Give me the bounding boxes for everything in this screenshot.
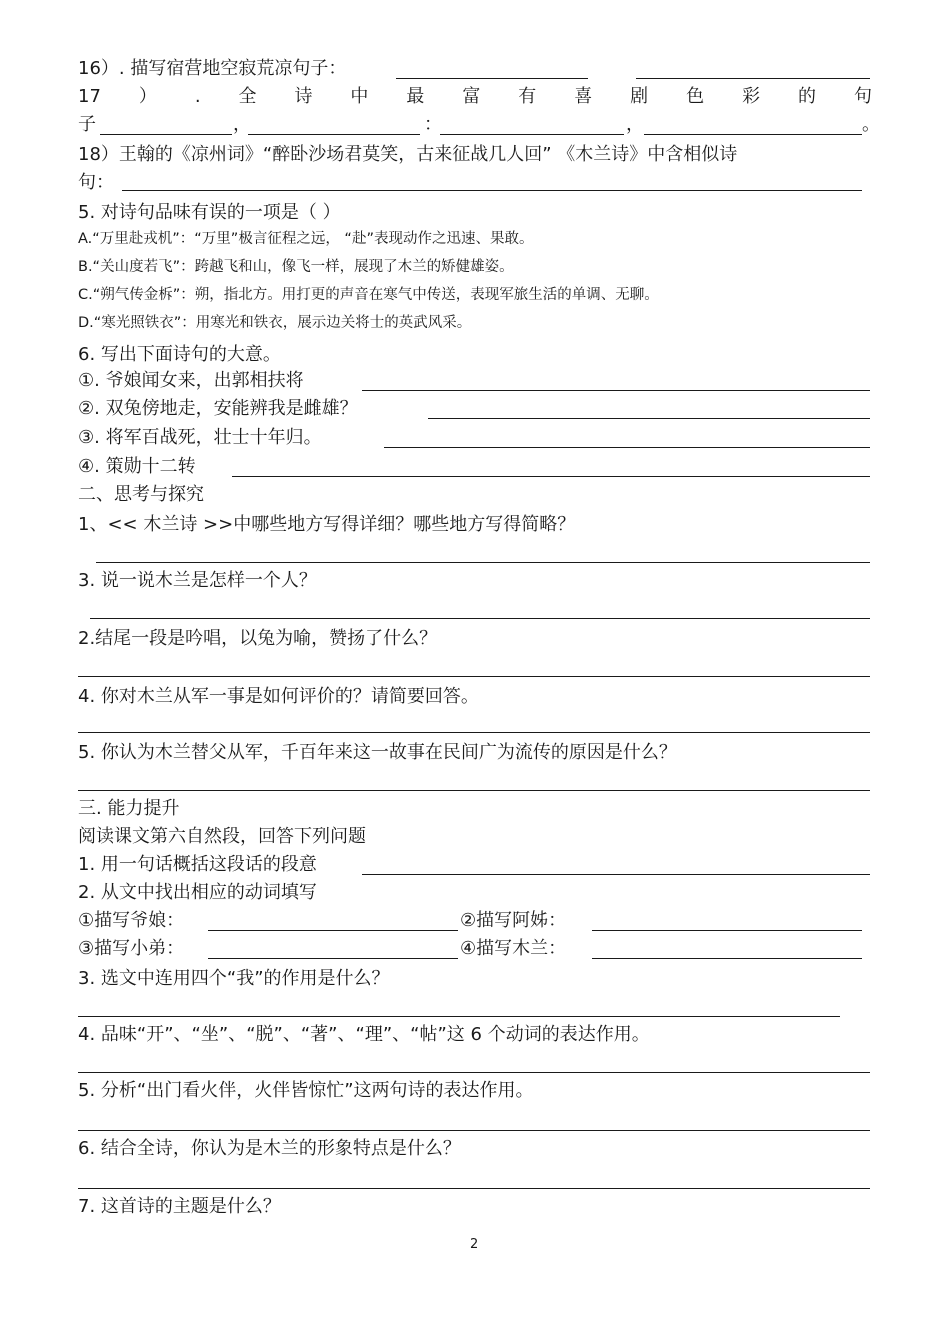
s3-fill-blank-3[interactable] [208, 958, 458, 959]
q17-blank-2[interactable] [248, 134, 420, 135]
q17-char: ） [138, 86, 157, 107]
q17-blank-3[interactable] [440, 134, 624, 135]
s3-answer-4[interactable] [78, 1072, 870, 1073]
s3-question-3: 3. 选文中连用四个“我”的作用是什么？ [78, 968, 390, 989]
q17-line-1 [78, 86, 872, 108]
q17-char: 中 [350, 86, 369, 107]
s3-fill-label-4: ④描写木兰： [460, 938, 567, 959]
q17-colon: ： [424, 114, 442, 135]
q17-char: 全 [238, 86, 257, 107]
s2-question-2: 2.结尾一段是吟唱，以兔为喻，赞扬了什么？ [78, 628, 438, 649]
s3-fill-blank-4[interactable] [592, 958, 862, 959]
q5-option-c: C.“朔气传金柝”：朔，指北方。用打更的声音在寒气中传送，表现军旅生活的单调、无聊。 [78, 287, 659, 303]
q5-stem: 5. 对诗句品味有误的一项是（ ） [78, 202, 341, 223]
q6-item-2: ②. 双兔傍地走，安能辨我是雌雄？ [78, 398, 358, 419]
q17-char: 色 [686, 86, 705, 107]
q17-char: 的 [798, 86, 817, 107]
page-number: 2 [470, 1237, 479, 1252]
q5-option-b: B.“关山度若飞”：跨越飞和山，像飞一样，展现了木兰的矫健雄姿。 [78, 259, 514, 275]
s3-fill-label-2: ②描写阿姊： [460, 910, 567, 931]
s3-question-6: 6. 结合全诗，你认为是木兰的形象特点是什么？ [78, 1138, 461, 1159]
q6-blank-4[interactable] [232, 476, 870, 477]
q5-option-d: D.“寒光照铁衣”：用寒光和铁衣，展示边关将士的英武风采。 [78, 315, 472, 331]
s2-answer-line-4[interactable] [78, 732, 870, 733]
s2-question-1: 1、<< 木兰诗 >>中哪些地方写得详细？哪些地方写得简略？ [78, 514, 576, 535]
q18-line-2: 句： [78, 172, 114, 193]
section-2-title: 二、思考与探究 [78, 484, 204, 505]
q17-char: . [194, 86, 201, 107]
q6-item-3: ③. 将军百战死，壮士十年归。 [78, 427, 322, 448]
s3-question-1: 1. 用一句话概括这段话的段意 [78, 854, 317, 875]
q17-blank-4[interactable] [644, 134, 862, 135]
s3-intro: 阅读课文第六自然段，回答下列问题 [78, 826, 366, 847]
s2-answer-line-5[interactable] [78, 790, 870, 791]
s3-answer-6[interactable] [78, 1188, 870, 1189]
s3-answer-1[interactable] [362, 874, 870, 875]
q17-char: 有 [518, 86, 537, 107]
s3-question-7: 7. 这首诗的主题是什么？ [78, 1196, 281, 1217]
s3-fill-label-3: ③描写小弟： [78, 938, 185, 959]
q17-char: 最 [406, 86, 425, 107]
q17-char: 诗 [294, 86, 313, 107]
s2-question-4: 4. 你对木兰从军一事是如何评价的？请简要回答。 [78, 686, 479, 707]
s3-fill-label-1: ①描写爷娘： [78, 910, 185, 931]
q17-char: 剧 [630, 86, 649, 107]
q18-line-1: 18）王翰的《凉州词》“醉卧沙场君莫笑，古来征战几人回” 《木兰诗》中含相似诗 [78, 144, 738, 165]
q6-item-1: ①. 爷娘闻女来，出郭相扶将 [78, 370, 304, 391]
s3-question-4: 4. 品味“开”、“坐”、“脱”、“著”、“理”、“帖”这 6 个动词的表达作用。 [78, 1024, 650, 1045]
q16-blank-1[interactable] [396, 78, 588, 79]
q17-period: 。 [862, 114, 880, 135]
q17-char: 喜 [574, 86, 593, 107]
s2-answer-line-1[interactable] [96, 562, 870, 563]
q16-text: 16）. 描写宿营地空寂荒凉句子： [78, 58, 347, 79]
q16-blank-2[interactable] [636, 78, 870, 79]
q18-blank[interactable] [122, 190, 862, 191]
q17-blank-1[interactable] [100, 134, 232, 135]
s2-question-3: 3. 说一说木兰是怎样一个人？ [78, 570, 317, 591]
q17-char: 富 [462, 86, 481, 107]
q6-blank-3[interactable] [384, 447, 870, 448]
s3-question-5: 5. 分析“出门看火伴，火伴皆惊忙”这两句诗的表达作用。 [78, 1080, 534, 1101]
s3-fill-blank-1[interactable] [208, 930, 458, 931]
q17-char: 句 [853, 86, 872, 107]
s3-question-2: 2. 从文中找出相应的动词填写 [78, 882, 317, 903]
q17-line-2-start: 子 [78, 114, 96, 135]
s2-answer-line-2[interactable] [78, 676, 870, 677]
q17-char: 彩 [742, 86, 761, 107]
q6-title: 6. 写出下面诗句的大意。 [78, 344, 281, 365]
q6-item-4: ④. 策勋十二转 [78, 456, 196, 477]
q6-blank-2[interactable] [428, 418, 870, 419]
section-3-title: 三. 能力提升 [78, 798, 180, 819]
s3-fill-blank-2[interactable] [592, 930, 862, 931]
q17-comma-2: ， [626, 114, 644, 135]
q17-char: 17 [78, 86, 101, 107]
q6-blank-1[interactable] [362, 390, 870, 391]
s2-question-5: 5. 你认为木兰替父从军，千百年来这一故事在民间广为流传的原因是什么？ [78, 742, 677, 763]
s3-answer-3[interactable] [78, 1016, 840, 1017]
q17-comma-1: ， [233, 114, 251, 135]
s3-answer-5[interactable] [78, 1130, 870, 1131]
q5-option-a: A.“万里赴戎机”：“万里”极言征程之远， “赴”表现动作之迅速、果敢。 [78, 231, 534, 247]
s2-answer-line-3[interactable] [90, 618, 870, 619]
